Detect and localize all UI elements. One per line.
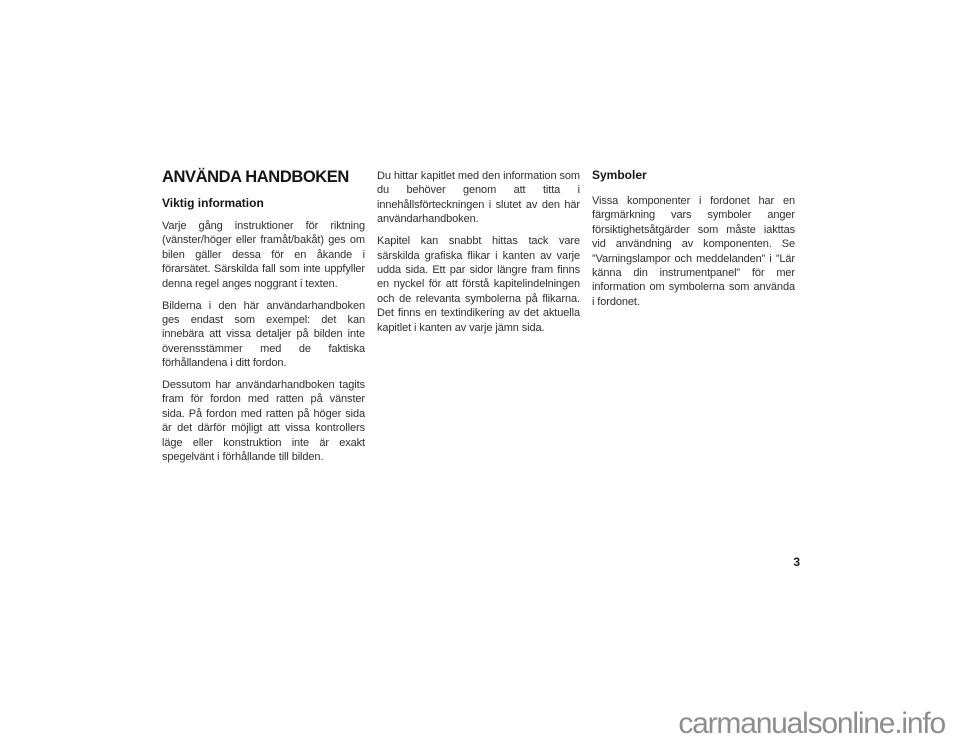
section-title: ANVÄNDA HANDBOKEN bbox=[162, 168, 349, 186]
paragraph-symbols: Vissa komponenter i fordonet har en färgmärkning vars symboler anger försiktighetsåtgärder som måste iakttas vid användning av komponenten. Se ”Varningslampor och meddelanden” i ”Lär känna din instrumentpanel” för mer information om symbolerna som använda i fordonet. bbox=[592, 195, 795, 308]
page-content bbox=[162, 169, 802, 472]
watermark-text: carmanualsonline.info bbox=[678, 707, 945, 740]
paragraph-chapter-tabs: Kapitel kan snabbt hittas tack vare särskilda grafiska flikar i kanten av varje udda sida. Ett par sidor längre fram finns en nyckel för att förstå kapitelindelningen och de relevanta symbolerna på flikarna. Det finns en textindikering av det aktuella kapitlet i kanten av varje jämn sida. bbox=[377, 235, 580, 334]
paragraph-directions: Varje gång instruktioner för riktning (vänster/höger eller framåt/bakåt) ges om bilen gäller dessa för en åkande i förarsätet. Särskilda fall som inte uppfyller denna regel anges noggrant i texten. bbox=[162, 220, 365, 290]
column-1 bbox=[162, 169, 365, 472]
paragraph-images-example: Bilderna i den här användarhandboken ges endast som exempel: det kan innebära att vissa detaljer på bilden inte överensstämmer med de faktiska förhållandena i ditt fordon. bbox=[162, 299, 365, 370]
page-number: 3 bbox=[793, 555, 800, 569]
column-2 bbox=[377, 169, 580, 472]
paragraph-table-of-contents: Du hittar kapitlet med den information som du behöver genom att titta i innehållsförteckningen i slutet av den här användarhandboken. bbox=[377, 170, 580, 226]
column-3 bbox=[592, 169, 795, 472]
subheading-viktig-information: Viktig information bbox=[162, 196, 264, 210]
paragraph-left-hand-drive: Dessutom har användarhandboken tagits fram för fordon med ratten på vänster sida. På fordon med ratten på höger sida är det därför möjligt att vissa kontrollers läge eller konstruktion inte är exakt spegelvänt i förhållande till bilden. bbox=[162, 379, 365, 464]
subheading-symboler: Symboler bbox=[592, 168, 647, 182]
